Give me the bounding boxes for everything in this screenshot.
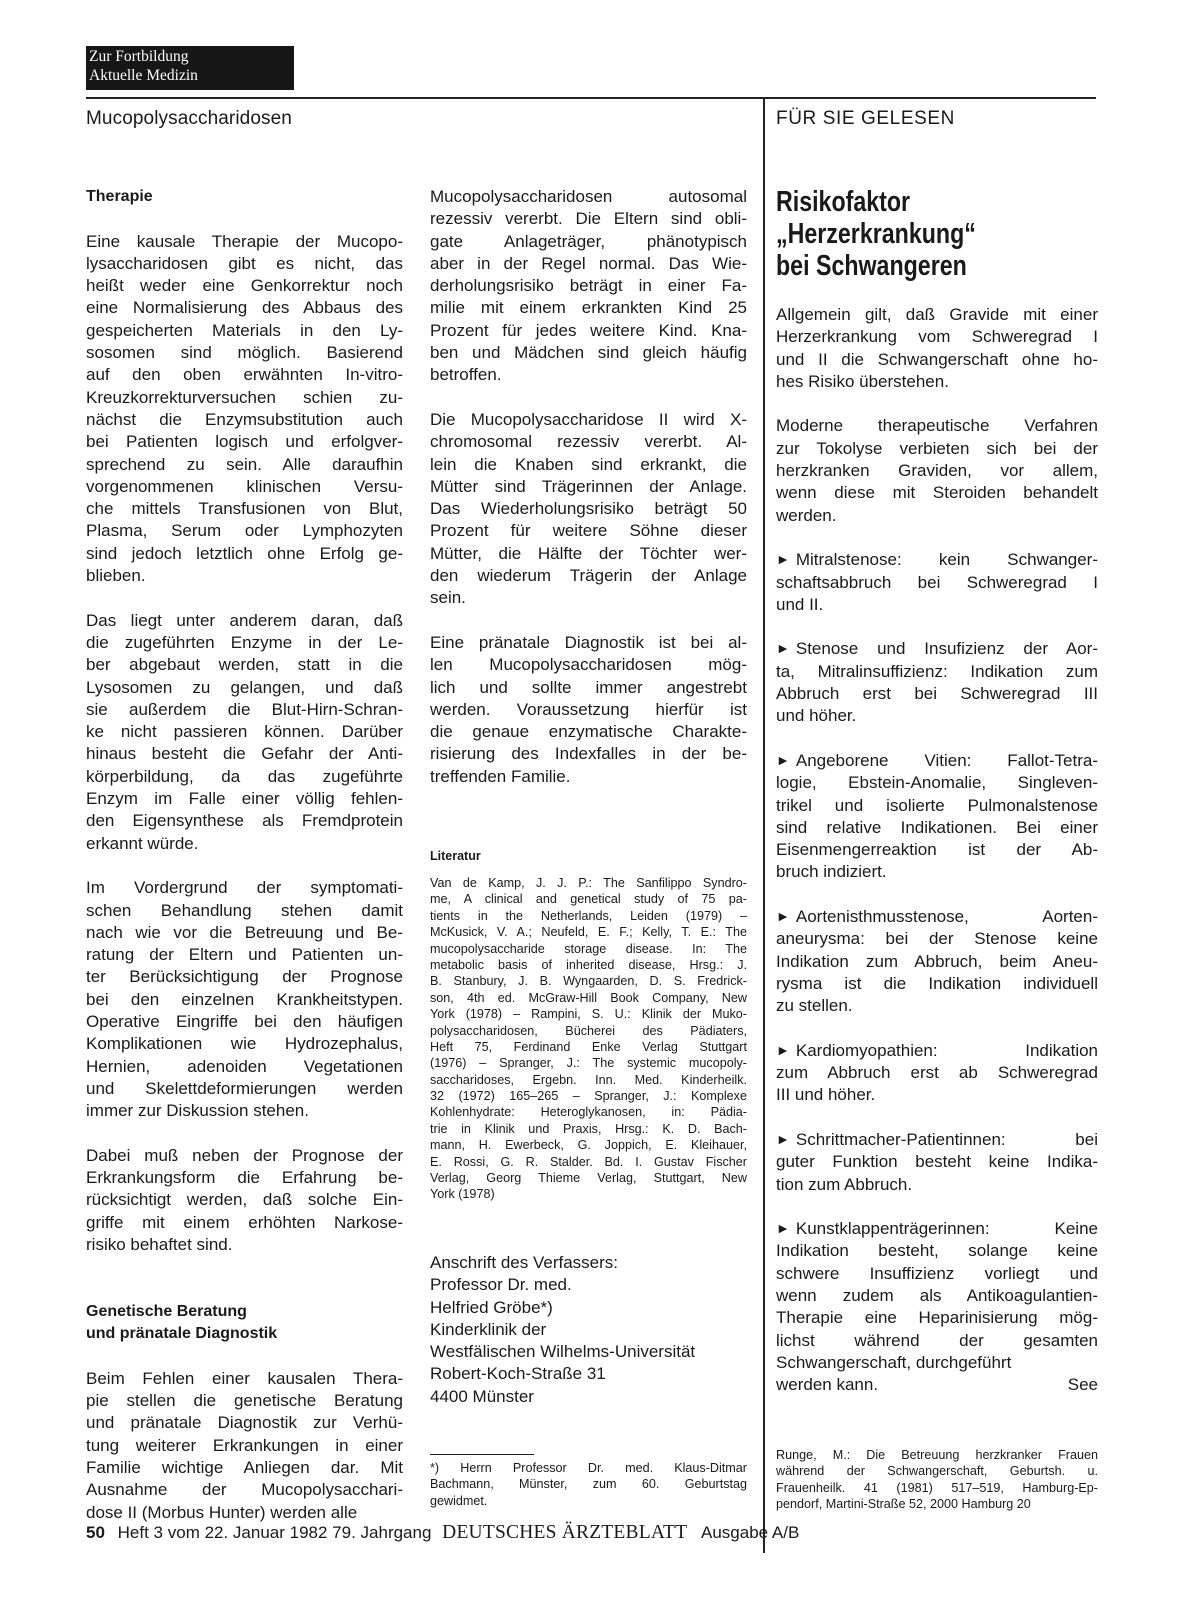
text-line: sind jedoch letztlich ohne Erfolg ge- (86, 543, 403, 563)
text-line: nächst die Enzymsubstitution auch (86, 409, 403, 429)
edition: Ausgabe A/B (701, 1523, 800, 1542)
text-line: Prozent für weitere Söhne dieser (430, 521, 747, 541)
text-line: gewidmet. (430, 1493, 488, 1508)
text-line: *) Herrn Professor Dr. med. Klaus-Ditmar (430, 1461, 747, 1475)
text-line: zu stellen. (776, 996, 853, 1016)
text-line: werden. (776, 505, 837, 525)
text-line: III und höher. (776, 1085, 876, 1105)
author-address (430, 1252, 695, 1408)
text-line: Mütter sind Trägerinnen der Anlage. (430, 476, 747, 496)
text-line: Familie wichtige Anliegen dar. Mit (86, 1457, 403, 1477)
text-line: Allgemein gilt, daß Gravide mit einer (776, 305, 1098, 324)
text-line: sein. (430, 588, 466, 608)
text-line: York (1978) – Rampini, S. U.: Klinik der Muko- (430, 1007, 747, 1022)
text-line: aber in der Regel normal. Das Wie- (430, 253, 747, 273)
rubric-line-1: Zur Fortbildung (89, 48, 189, 65)
text-line: Beim Fehlen einer kausalen Thera- (86, 1368, 403, 1388)
text-line: Robert-Koch-Straße 31 (430, 1364, 606, 1384)
text-line: risierung des Indexfalles in der be- (430, 744, 747, 764)
text-line: Das liegt unter anderem daran, daß (86, 610, 403, 630)
text-line: Kohlenhydrate: Heteroglykanosen, in: Pädia- (430, 1105, 747, 1120)
text-line: werden. Voraussetzung hierfür ist (430, 699, 747, 719)
text-line: ► Kardiomyopathien: Indikation (776, 1040, 1098, 1060)
section-title: Mucopolysaccharidosen (86, 108, 292, 129)
text-line: ► Angeborene Vitien: Fallot-Tetra- (776, 750, 1098, 770)
paragraph (430, 632, 747, 788)
text-line: sind relative Indikationen. Bei einer (776, 817, 1098, 837)
text-line: und II die Schwangerschaft ohne ho- (776, 349, 1098, 369)
journal-name: DEUTSCHES ÄRZTEBLATT (442, 1522, 688, 1543)
text-line: derholungsrisiko beträgt in einer Fa- (430, 276, 747, 296)
text-line: ke nicht passieren können. Darüber (86, 722, 403, 742)
text-line: Dabei muß neben der Prognose der (86, 1145, 403, 1165)
text-line: zum Abbruch erst ab Schweregrad (776, 1063, 1098, 1083)
heading-genetik-2: und pränatale Diagnostik (86, 1325, 278, 1343)
column-1 (86, 186, 403, 1524)
text-line: wenn zudem als Antikoagulantien- (776, 1286, 1098, 1306)
text-line: bruch indiziert. (776, 862, 887, 882)
text-line: die genaue enzymatische Charakte- (430, 722, 747, 742)
text-line: risiko behaftet sind. (86, 1234, 233, 1254)
text-line: pendorf, Martini-Straße 52, 2000 Hamburg 20 (776, 1497, 1031, 1512)
bullet-item (776, 638, 1098, 727)
text-line: hes Risiko überstehen. (776, 371, 949, 391)
text-line: Herzerkrankung vom Schweregrad I (776, 327, 1098, 347)
text-line: Indikation zum Abbruch, beim Aneu- (776, 951, 1098, 971)
paragraph (86, 877, 403, 1122)
text-line: und II. (776, 594, 824, 614)
text-line: Lysosomen zu gelangen, und daß (86, 677, 403, 697)
text-line: Frauenheilk. 41 (1981) 517–519, Hamburg-Ep- (776, 1480, 1098, 1495)
bullet-item (776, 1129, 1098, 1196)
heading-genetik: Genetische Beratung (86, 1302, 247, 1320)
text-line: saccharidoses, Ergebn. Inn. Med. Kinderheilk. (430, 1072, 747, 1087)
text-line: schaftsabbruch bei Schweregrad I (776, 572, 1098, 592)
text-line: metabolic basis of inherited disease, Hrsg.: J. (430, 957, 747, 972)
text-line: schwere Insuffizienz vorliegt und (776, 1263, 1098, 1283)
headline-line: bei Schwangeren (776, 250, 967, 282)
literature-list (430, 875, 747, 1203)
bullet-item (776, 1218, 1098, 1374)
text-line: Verlag, Georg Thieme Verlag, Stuttgart, New (430, 1171, 747, 1186)
text-line: Kinderklinik der (430, 1319, 547, 1339)
text-line: chromosomal rezessiv vererbt. Al- (430, 432, 747, 452)
text-line: Mütter, die Hälfte der Töchter wer- (430, 543, 747, 563)
last-line-text: werden kann. (776, 1375, 879, 1395)
text-line: Mucopolysaccharidosen autosomal (430, 187, 747, 206)
text-line: Erkrankungsform die Erfahrung be- (86, 1168, 403, 1188)
text-line: E. Rossi, G. R. Stalder. Bd. I. Gustav Fischer (430, 1154, 747, 1169)
text-line: hinaus besteht die Gefahr der Anti- (86, 744, 403, 764)
text-line: che mittels Transfusionen von Blut, (86, 499, 403, 519)
text-line: Moderne therapeutische Verfahren (776, 416, 1098, 436)
text-line: (1976) – Spranger, J.: The systemic mucopoly- (430, 1056, 747, 1071)
text-line: ta, Mitralinsuffizienz: Indikation zum (776, 661, 1098, 681)
heading-therapie: Therapie (86, 188, 153, 205)
text-line: treffenden Familie. (430, 766, 571, 786)
issue-info: Heft 3 vom 22. Januar 1982 79. Jahrgang (117, 1523, 432, 1542)
bullet-arrow-icon: ► (776, 551, 790, 568)
headline-line: Risikofaktor (776, 186, 911, 218)
text-line: polysaccharidosen, Bücherei des Pädiaters, (430, 1023, 747, 1038)
text-line: Bachmann, Münster, zum 60. Geburtstag (430, 1477, 747, 1492)
paragraph (776, 415, 1098, 526)
text-line: rysma ist die Indikation individuell (776, 973, 1098, 993)
text-line: den wiederum Trägerin der Anlage (430, 566, 747, 586)
text-line: tients in the Netherlands, Leiden (1979) – (430, 908, 747, 923)
text-line: sosomen sind möglich. Basierend (86, 343, 403, 363)
bullet-list (776, 549, 1098, 1374)
text-line: Schwangerschaft, durchgeführt (776, 1352, 1012, 1372)
column-2 (430, 186, 747, 788)
text-line: ber abgebaut werden, statt in die (86, 655, 403, 675)
text-line: McKusick, V. A.; Neufeld, E. F.; Kelly, T. E.: The (430, 925, 747, 940)
text-line: und pränatale Diagnostik zur Verhü- (86, 1413, 403, 1433)
text-line: Im Vordergrund der symptomati- (86, 878, 403, 898)
text-line: Heft 75, Ferdinand Enke Verlag Stuttgart (430, 1039, 747, 1054)
text-line: guter Funktion besteht keine Indika- (776, 1152, 1098, 1172)
bullet-item (776, 549, 1098, 616)
text-line: ► Stenose und Insufizienz der Aor- (776, 639, 1098, 659)
column-3 (776, 186, 1098, 1397)
text-line: son, 4th ed. McGraw-Hill Book Company, New (430, 990, 747, 1005)
text-line: lich und sollte immer angestrebt (430, 677, 747, 697)
text-line: ter Berücksichtigung der Prognose (86, 967, 403, 987)
text-line: rücksichtigt werden, daß solche Ein- (86, 1190, 403, 1210)
text-line: lysaccharidosen gibt es nicht, das (86, 253, 403, 273)
reference-runge (776, 1447, 1098, 1513)
page-number: 50 (86, 1523, 105, 1542)
text-line: ► Mitralstenose: kein Schwanger- (776, 550, 1098, 570)
text-line: mann, H. Ewerbeck, G. Joppich, E. Kleihauer, (430, 1138, 747, 1153)
text-line: erkannt würde. (86, 833, 199, 853)
footnote-rule (430, 1454, 534, 1455)
paragraph (86, 610, 403, 855)
rubric-line-2: Aktuelle Medizin (89, 67, 198, 84)
text-line: Runge, M.: Die Betreuung herzkranker Frauen (776, 1448, 1098, 1462)
paragraph (86, 1368, 403, 1524)
text-line: Ausnahme der Mucopolysacchari- (86, 1480, 403, 1500)
article-headline (776, 186, 1034, 282)
text-line: Komplikationen wie Hydrozephalus, (86, 1034, 403, 1054)
text-line: vorgenommenen klinischen Versu- (86, 476, 403, 496)
text-line: Helfried Gröbe*) (430, 1297, 553, 1317)
headline-line: „Herzerkrankung“ (776, 218, 976, 250)
text-line: aneurysma: bei der Stenose keine (776, 929, 1098, 949)
text-line: tung weiterer Erkrankungen in einer (86, 1435, 403, 1455)
bullet-arrow-icon: ► (776, 751, 790, 768)
text-line: und höher. (776, 706, 857, 726)
bullet-arrow-icon: ► (776, 640, 790, 657)
text-line: griffe mit einem erhöhten Narkose- (86, 1212, 403, 1232)
column-divider (763, 97, 765, 1553)
text-line: bei den einzelnen Krankheitstypen. (86, 989, 403, 1009)
text-line: me, A clinical and genetical study of 75 pa- (430, 892, 747, 907)
text-line: nach wie vor die Betreuung und Be- (86, 922, 403, 942)
text-line: Van de Kamp, J. J. P.: The Sanfilippo Syndro- (430, 876, 747, 890)
see-reference: See (1067, 1375, 1098, 1395)
bullet-arrow-icon: ► (776, 1130, 790, 1147)
text-line: ► Kunstklappenträgerinnen: Keine (776, 1219, 1098, 1239)
text-line: auf den oben erwähnten In-vitro- (86, 365, 403, 385)
text-line: eine Normalisierung des Abbaus des (86, 298, 403, 318)
text-line: lichst während der gesamten (776, 1330, 1098, 1350)
text-line: rezessiv vererbt. Die Eltern sind obli- (430, 209, 747, 229)
footnote (430, 1460, 747, 1509)
text-line: zur Tokolyse verbieten sich bei der (776, 438, 1098, 458)
text-line: den Eigensynthese als Fremdprotein (86, 811, 403, 831)
bullet-arrow-icon: ► (776, 908, 790, 925)
page-footer (86, 1521, 799, 1545)
text-line: len Mucopolysaccharidosen mög- (430, 655, 747, 675)
text-line: Eine pränatale Diagnostik ist bei al- (430, 632, 747, 652)
text-line: betroffen. (430, 365, 502, 385)
text-line: ben und Mädchen sind gleich häufig (430, 343, 747, 363)
text-line: ► Schrittmacher-Patientinnen: bei (776, 1129, 1098, 1149)
text-line: ratung der Eltern und Patienten un- (86, 945, 403, 965)
text-line: trie in Klinik und Praxis, Hrsg.: K. D. Bach- (430, 1121, 747, 1136)
text-line: mucopolysaccharide storage disease. In: The (430, 941, 747, 956)
text-line: heißt weder eine Genkorrektur noch (86, 276, 403, 296)
text-line: Prozent für jedes weitere Kind. Kna- (430, 320, 747, 340)
text-line: die zugeführten Enzyme in der Le- (86, 632, 403, 652)
text-line: tion zum Abbruch. (776, 1174, 913, 1194)
text-line: B. Stanbury, J. B. Wyngaarden, D. S. Fredrick- (430, 974, 747, 989)
rubric-badge (86, 46, 294, 90)
text-line: Das Wiederholungsrisiko beträgt 50 (430, 499, 747, 519)
text-line: trikel und isolierte Pulmonalstenose (776, 795, 1098, 815)
paragraph (776, 304, 1098, 393)
section-title-right: FÜR SIE GELESEN (776, 108, 955, 129)
text-line: und Skelettdeformierungen werden (86, 1078, 403, 1098)
text-line: Therapie eine Heparinisierung mög- (776, 1308, 1098, 1328)
text-line: Eisenmengerreaktion ist der Ab- (776, 840, 1098, 860)
literature-heading: Literatur (430, 849, 481, 863)
text-line: logie, Ebstein-Anomalie, Singleven- (776, 773, 1098, 793)
text-line: ► Aortenisthmusstenose, Aorten- (776, 907, 1098, 927)
text-line: wenn diese mit Steroiden behandelt (776, 483, 1098, 503)
text-line: Kreuzkorrekturversuchen schien zu- (86, 387, 403, 407)
text-line: gate Anlageträger, phänotypisch (430, 231, 747, 251)
text-line: 32 (1972) 165–265 – Spranger, J.: Komplexe (430, 1089, 747, 1104)
text-line: York (1978) (430, 1187, 495, 1202)
last-line (776, 1374, 1098, 1396)
bullet-item (776, 750, 1098, 884)
text-line: sie außerdem die Blut-Hirn-Schran- (86, 699, 403, 719)
text-line: Anschrift des Verfassers: (430, 1253, 619, 1272)
text-line: Operative Eingriffe bei den häufigen (86, 1011, 403, 1031)
text-line: während der Schwangerschaft, Geburtsh. u. (776, 1464, 1098, 1479)
text-line: herzkranken Graviden, vor allem, (776, 461, 1098, 481)
text-line: pie stellen die genetische Beratung (86, 1391, 403, 1411)
text-line: Abbruch erst bei Schweregrad III (776, 684, 1098, 704)
text-line: Enzym im Falle einer völlig fehlen- (86, 789, 403, 809)
text-line: blieben. (86, 566, 146, 586)
text-line: bei Patienten logisch und erfolgver- (86, 432, 403, 452)
text-line: Die Mucopolysaccharidose II wird X- (430, 409, 747, 429)
bullet-arrow-icon: ► (776, 1041, 790, 1058)
text-line: Plasma, Serum oder Lymphozyten (86, 521, 403, 541)
bullet-item (776, 1040, 1098, 1107)
paragraph (86, 1145, 403, 1256)
text-line: Westfälischen Wilhelms-Universität (430, 1342, 696, 1362)
text-line: immer zur Diskussion stehen. (86, 1101, 309, 1121)
text-line: Hernien, adenoiden Vegetationen (86, 1056, 403, 1076)
text-line: sprechend zu sein. Alle daraufhin (86, 454, 403, 474)
text-line: Eine kausale Therapie der Mucopo- (86, 231, 403, 251)
bullet-item (776, 906, 1098, 1017)
text-line: milie mit einem erkrankten Kind 25 (430, 298, 747, 318)
text-line: körperbildung, da das zugeführte (86, 766, 403, 786)
text-line: schen Behandlung stehen damit (86, 900, 403, 920)
text-line: gespeicherten Materials in den Ly- (86, 320, 403, 340)
paragraph (430, 186, 747, 387)
paragraph (86, 231, 403, 588)
bullet-arrow-icon: ► (776, 1220, 790, 1237)
text-line: Indikation besteht, solange keine (776, 1241, 1098, 1261)
text-line: Professor Dr. med. (430, 1275, 572, 1295)
text-line: dose II (Morbus Hunter) werden alle (86, 1502, 358, 1522)
header-rule (86, 97, 1096, 99)
text-line: 4400 Münster (430, 1386, 534, 1406)
paragraph (430, 409, 747, 610)
text-line: lein die Knaben sind erkrankt, die (430, 454, 747, 474)
